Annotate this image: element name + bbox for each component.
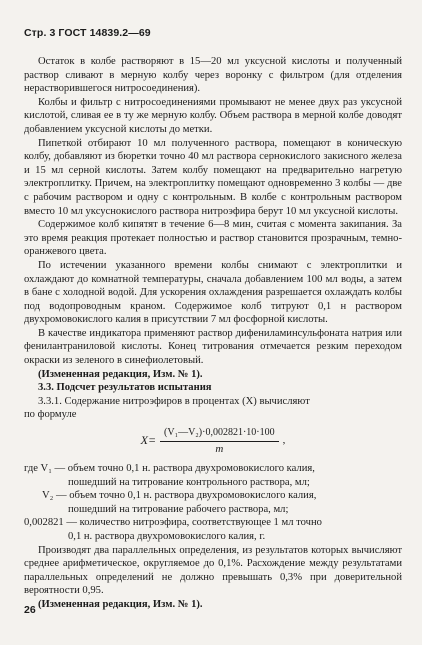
definition-term: 0,002821 — <box>24 517 80 529</box>
formula <box>24 424 402 458</box>
paragraph: По истечении указанного времени колбы снимают с электроплитки и охлаждают до комнатной температуры, сначала добавлением 100 мл воды, а затем в бане с холодной водой. Для ускорения охлаждения разрешается охлаждать колбы под водопроводным краном. Содержимое колб титруют 0,1 н раствором двухромовокислого калия в присутствии 7 мл фосфорной кислоты. <box>24 259 402 326</box>
body-text <box>24 55 402 612</box>
definition-desc: объем точно 0,1 н. раствора двухромовокислого калия, <box>67 463 315 475</box>
definition-v2 <box>24 489 402 503</box>
paragraph: Остаток в колбе растворяют в 15—20 мл уксусной кислоты и полученный раствор сливают в мерную колбу через воронку с фильтром (для отделения нерастворившегося нитросоединения). <box>24 56 402 95</box>
definition-desc: объем точно 0,1 н. раствора двухромовокислого калия, <box>69 490 317 502</box>
formula-denominator: m <box>215 442 224 455</box>
paragraph: В качестве индикатора применяют раствор дифениламинсульфоната натрия или фенилантраниловой кислоты. Конец титрования отмечается резким переходом окраски из зеленого в синефиолетовый. <box>24 327 402 367</box>
formula-tail: , <box>282 434 286 447</box>
definition-cont: пошедший на титрование рабочего раствора, мл; <box>68 503 289 515</box>
formula-numerator: (V₁—V₂)·0,002821·10·100 <box>160 426 279 442</box>
amendment-note: (Измененная редакция, Изм. № 1). <box>38 598 203 610</box>
paragraph: Производят два параллельных определения, из результатов которых вычисляют среднее арифметическое, округляемое до 0,1%. Расхождение между результатами параллельных определений не должно превышать 0,3% при доверительной вероятности 0,95. <box>24 544 402 597</box>
section-heading: 3.3. Подсчет результатов испытания <box>38 382 212 394</box>
definition-constant <box>24 516 402 530</box>
paragraph: Колбы и фильтр с нитросоединениями промывают не менее двух раз уксусной кислотой, сливая ее в ту же мерную колбу. Объем раствора в мерной колбе доводят добавлением уксусной кислоты до метки. <box>24 96 402 135</box>
page-number: 26 <box>24 604 36 616</box>
definition-desc: количество нитроэфира, соответствующее 1 мл точно <box>79 517 322 529</box>
amendment-note: (Измененная редакция, Изм. № 1). <box>38 368 203 380</box>
formula-lhs: X= <box>140 433 157 448</box>
formula-fraction <box>160 426 279 456</box>
paragraph: 3.3.1. Содержание нитроэфиров в процентах (X) вычисляют <box>38 395 310 407</box>
page-header: Стр. 3 ГОСТ 14839.2—69 <box>24 27 151 39</box>
paragraph: Пипеткой отбирают 10 мл полученного раствора, помещают в коническую колбу, добавляют из бюретки точно 40 мл раствора сернокислого закисного железа и 15 мл серной кислоты. Затем колбу помещают на предварительно нагретую электроплитку. Причем, на электроплитку помещают одновременно 3 колбы — две с рабочим раствором и одну с контрольным. В колбе с контрольным раствором вместо 10 мл уксуснокислого раствора нитроэфира берут 10 мл уксусной кислоты. <box>24 137 402 217</box>
definition-term: V₂ — <box>42 490 70 502</box>
definition-cont: 0,1 н. раствора двухромовокислого калия, г. <box>68 531 266 542</box>
definition-cont: пошедший на титрование контрольного раствора, мл; <box>68 476 310 488</box>
definition-v1 <box>24 462 402 476</box>
paragraph: по формуле <box>24 409 77 421</box>
paragraph: Содержимое колб кипятят в течение 6—8 мин, считая с момента закипания. За это время реакция протекает полностью и раствор становится прозрачным, темно-оранжевого цвета. <box>24 219 402 258</box>
definition-term: где V₁ — <box>24 463 68 475</box>
